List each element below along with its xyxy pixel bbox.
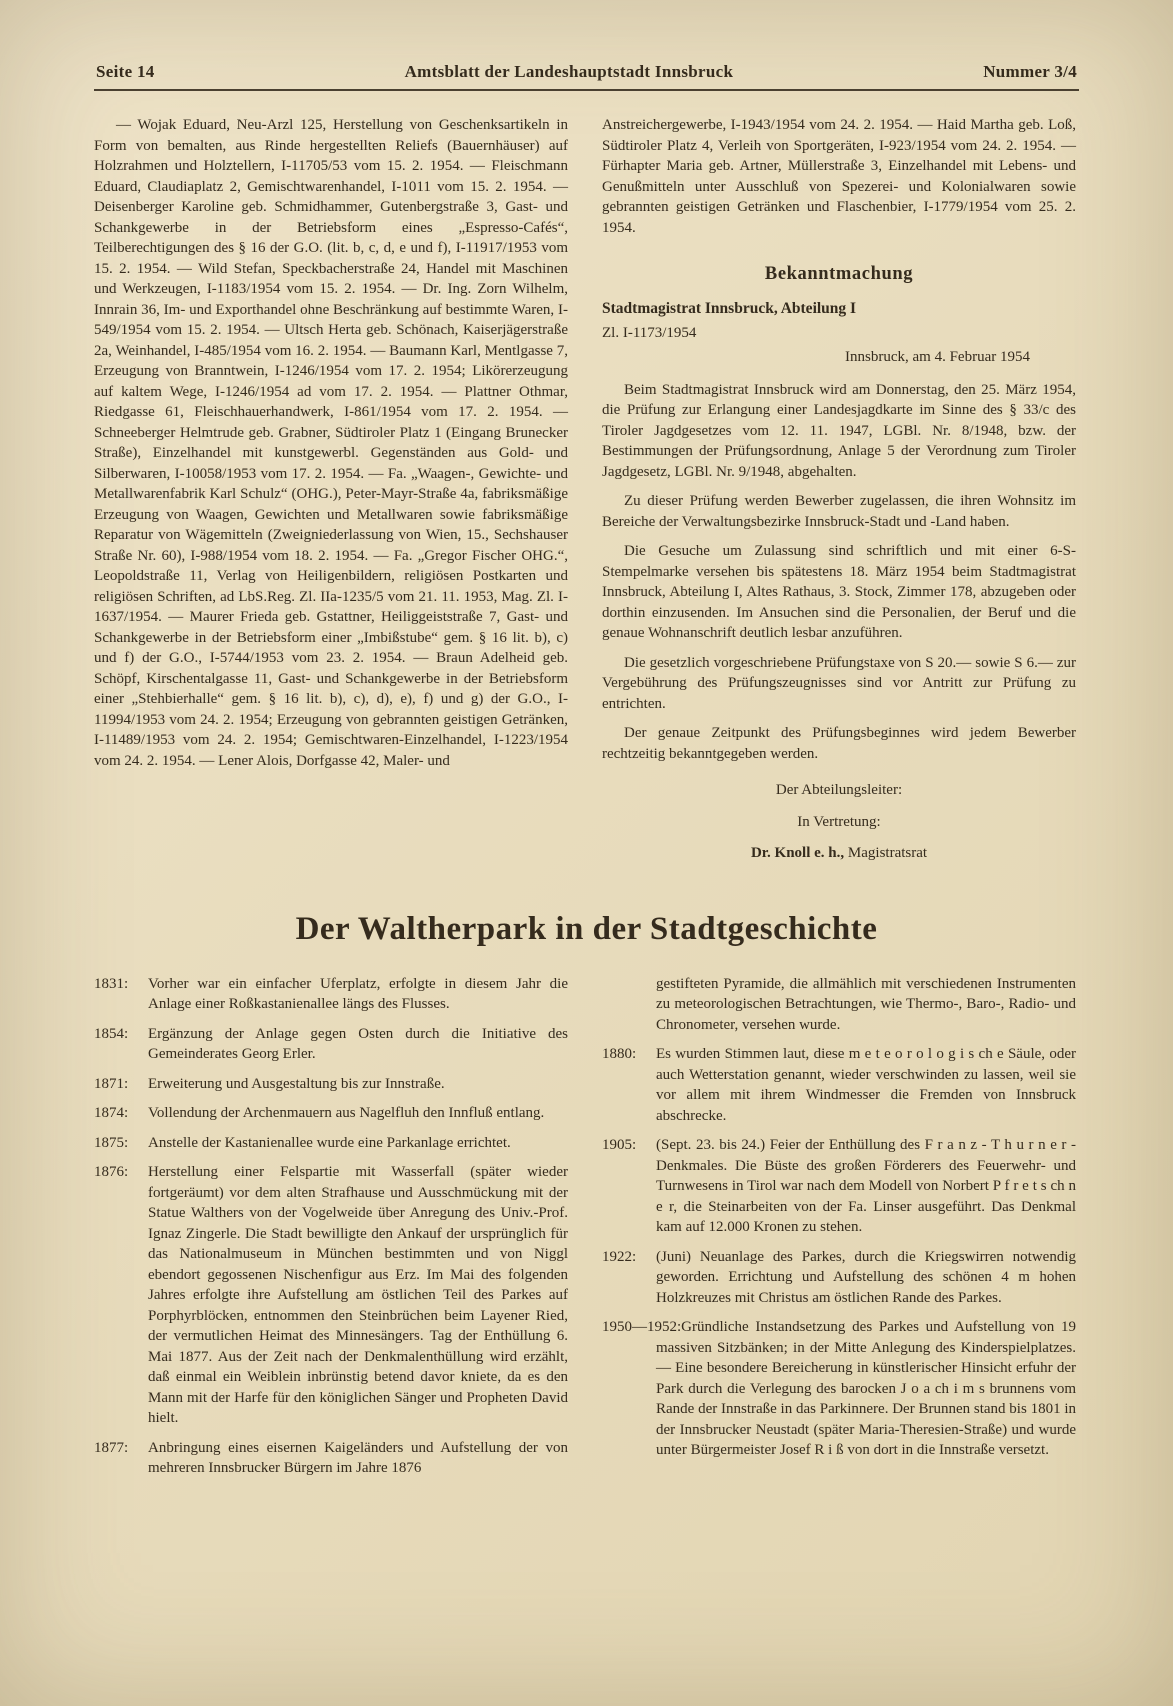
timeline-entry [94,1133,568,1154]
announcement-file-number: Zl. I-1173/1954 [602,324,697,341]
entry-year: 1880: [602,1046,637,1062]
announcement-paragraph: Die gesetzlich vorgeschriebene Prüfungstaxe von S 20.— sowie S 6.— zur Vergebührung des Prüfungszeugnisses sind vor Antritt zur Prüfung zu entrichten. [602,654,1076,712]
announcement-paragraph: Die Gesuche um Zulassung sind schriftlich und mit einer 6-S-Stempelmarke versehen bis spätestens 18. März 1954 beim Stadtmagistrat Innsbruck, Abteilung I, Altes Rathaus, 3. Stock, Zimmer 178, abzugeben oder dorthin einzusenden. Im Ansuchen sind die Personalien, der Beruf und die genaue Wohnanschrift deutlich lesbar anzuführen. [602,543,1076,641]
masthead-title: Amtsblatt der Landeshauptstadt Innsbruck [404,62,734,81]
entry-text: Vorher war ein einfacher Uferplatz, erfolgte in diesem Jahr die Anlage einer Roßkastanienallee längs des Flusses. [148,975,568,1012]
closing-role: Der Abteilungsleiter: [775,782,903,798]
entry-text: Es wurden Stimmen laut, diese m e t e o r o l o g i s ch e Säule, oder auch Wetterstation genannt, wieder verschwinden zu lassen, weil sie vor allem mit ihrem Windmesser die Fremden von Innsbruck abschrecke. [656,1046,1076,1124]
announcement-dateline: Innsbruck, am 4. Februar 1954 [845,349,1030,365]
entry-text: Anstelle der Kastanienallee wurde eine Parkanlage errichtet. [148,1134,511,1151]
entry-year: 1877: [94,1439,129,1456]
entry-text: (Juni) Neuanlage des Parkes, durch die Kriegswirren notwendig geworden. Errichtung und Aufstellung des schönen 4 m hohen Holzkreuzes mit Christus am östlichen Rande des Parkes. [656,1248,1076,1306]
entry-year: 1950—1952: [602,1319,682,1335]
timeline-entry [602,1317,1076,1461]
timeline-entry [94,974,568,1015]
timeline-entry [94,1074,568,1095]
signature-title: Magistratsrat [847,845,928,861]
announcement-office: Stadtmagistrat Innsbruck, Abteilung I [602,300,857,317]
timeline-entry [602,1135,1076,1238]
timeline-entry [94,1438,568,1479]
timeline-entry [602,1044,1076,1126]
timeline-right-column [602,974,1076,1488]
timeline-entry [94,1162,568,1429]
announcement-heading: Bekanntmachung [764,264,914,284]
article-title: Der Waltherpark in der Stadtgeschichte [295,910,878,947]
signature-name: Dr. Knoll e. h., [750,845,845,861]
entry-year: 1831: [94,975,129,992]
timeline-section [94,974,1079,1488]
masthead [94,62,1079,91]
entry-text: Herstellung einer Felspartie mit Wasserfall (später wieder fortgeräumt) vor dem alten Strafhause und Ausschmückung mit der Statue Walthers von der Vogelweide über Anregung des Univ.-Prof. Ignaz Zingerle. Die Stadt bewilligte den Ankauf der ursprünglich für das Nationalmuseum in München bestimmten und von Niggl ebendort gegossenen Nischenfigur aus Erz. Im Mai des folgenden Jahres erfolgte ihre Aufstellung am östlichen Teil des Parkes auf Porphyrblöcken, entnommen den Steinbrüchen beim Layener Ried, der vermutlichen Heimat des Minnesängers. Tag der Enthüllung 6. Mai 1877. Aus der Zeit nach der Denkmalenthüllung wird erzählt, daß einmal ein Weiblein inbrünstig betend davor kniete, da es den Mann mit der Harfe für den königlichen Sänger und Propheten David hielt. [148,1164,568,1426]
entry-text: Vollendung der Archenmauern aus Nagelfluh den Innfluß entlang. [148,1105,545,1121]
masthead-issue-number: Nummer 3/4 [983,62,1077,81]
entry-text: Erweiterung und Ausgestaltung bis zur Innstraße. [148,1075,445,1092]
entry-year: 1875: [94,1134,129,1151]
timeline-continuation: gestifteten Pyramide, die allmählich mit verschiedenen Instrumenten zu meteorologischen Betrachtungen, wie Thermo-, Baro-, Radio- und Chronometer, versehen wurde. [656,975,1076,1033]
entry-year: 1874: [94,1105,129,1121]
entry-year: 1876: [94,1164,129,1180]
registry-right-column [602,115,1076,875]
registry-left-column [94,115,568,875]
registry-section [94,115,1079,875]
entry-text: Anbringung eines eisernen Kaigeländers und Aufstellung der von mehreren Innsbrucker Bürgern im Jahre 1876 [148,1439,568,1476]
announcement-closing [602,780,1076,864]
timeline-entry [602,1247,1076,1309]
announcement-paragraph: Der genaue Zeitpunkt des Prüfungsbeginnes wird jedem Bewerber rechtzeitig bekanntgegeben werden. [602,725,1076,762]
entry-text: (Sept. 23. bis 24.) Feier der Enthüllung des F r a n z - T h u r n e r - Denkmales. Die Büste des großen Förderers des Feuerwehr- und Turnwesens in Tirol war nach dem Modell von Norbert P f r e t s ch n e r, die Steinarbeiten von der Fa. Linser ausgeführt. Das Denkmal kam auf 12.000 Kronen zu stehen. [656,1137,1076,1235]
timeline-left-column [94,974,568,1488]
entry-text: Gründliche Instandsetzung des Parkes und Aufstellung von 19 massiven Sitzbänken; in der Mitte Anlegung des Kinderspielplatzes. — Eine besondere Bereicherung in künstlerischer Hinsicht erfuhr der Park durch die Verlegung des barocken J o a ch i m s brunnens vom Rande der Innstraße in das Parkinnere. Der Brunnen stand bis 1801 in der Innsbrucker Neustadt (später Maria-Theresien-Straße) und wurde unter Bürgermeister Josef R i ß von dort in die Innstraße versetzt. [656,1319,1076,1458]
entry-year: 1871: [94,1075,129,1092]
closing-representation: In Vertretung: [797,813,881,830]
timeline-entry [94,1103,568,1124]
announcement-paragraph: Beim Stadtmagistrat Innsbruck wird am Donnerstag, den 25. März 1954, die Prüfung zur Erlangung einer Landesjagdkarte im Sinne des § 33/c des Tiroler Jagdgesetzes vom 12. 11. 1947, LGBl. Nr. 8/1948, bzw. der Bestimmungen der Prüfungsordnung, Anlage 5 der Verordnung zum Tiroler Jagdgesetz, LGBl. Nr. 9/1948, abgehalten. [602,381,1076,480]
entry-year: 1922: [602,1248,637,1265]
entry-text: Ergänzung der Anlage gegen Osten durch die Initiative des Gemeinderates Georg Erler. [148,1025,568,1062]
timeline-entry [94,1024,568,1065]
announcement-paragraph: Zu dieser Prüfung werden Bewerber zugelassen, die ihren Wohnsitz im Bereiche der Verwaltungsbezirke Innsbruck-Stadt und -Land haben. [602,493,1076,530]
trade-register-text-left: — Wojak Eduard, Neu-Arzl 125, Herstellung von Geschenksartikeln in Form von bemalten, aus Rinde hergestellten Reliefs (Bauernhäuser) auf Holzrahmen und Holztellern, I-11705/53 vom 15. 2. 1954. — Fleischmann Eduard, Claudiaplatz 2, Gemischtwarenhandel, I-1011 vom 15. 2. 1954. — Deisenberger Karoline geb. Schmidhammer, Gutenbergstraße 3, Gast- und Schankgewerbe in der Betriebsform eines „Espresso-Cafés“, Teilberechtigungen des § 16 der G.O. (lit. b, c, d, e und f), I-11917/1953 vom 15. 2. 1954. — Wild Stefan, Speckbacherstraße 24, Handel mit Maschinen und Werkzeugen, I-1183/1954 vom 15. 2. 1954. — Dr. Ing. Zorn Wilhelm, Innrain 36, Im- und Exporthandel ohne Beschränkung auf bestimmte Waren, I-549/1954 vom 15. 2. 1954. — Ultsch Herta geb. Schönach, Kaiserjägerstraße 2a, Weinhandel, I-485/1954 vom 16. 2. 1954. — Baumann Karl, Mentlgasse 7, Erzeugung von Branntwein, I-1246/1954 vom 17. 2. 1954; Likörerzeugung auf kaltem Wege, I-1246/1954 ad vom 17. 2. 1954. — Plattner Othmar, Riedgasse 61, Fleischhauerhandwerk, I-861/1954 vom 17. 2. 1954. — Schneeberger Helmtrude geb. Grabner, Südtiroler Platz 1 (Eingang Brunecker Straße), Einzelhandel mit kunstgewerbl. Gegenständen aus Gold- und Silberwaren, I-10058/1953 vom 17. 2. 1954. — Fa. „Waagen-, Gewichte- und Metallwarenfabrik Karl Schulz“ (OHG.), Peter-Mayr-Straße 4a, fabriksmäßige Erzeugung von Waagen, Gewichten und Metallwaren sowie fabriksmäßige Reparatur von Wägemitteln (Zweigniederlassung von Wien, 15., Sechshauser Straße Nr. 60), I-988/1954 vom 18. 2. 1954. — Fa. „Gregor Fischer OHG.“, Leopoldstraße 11, Verlag von Heiligenbildern, religiösen Postkarten und religiösen Schriften, ad LbS.Reg. Zl. IIa-1235/5 vom 21. 11. 1953, Mag. Zl. I-1637/1954. — Maurer Frieda geb. Gstattner, Heiliggeiststraße 7, Gast- und Schankgewerbe in der Betriebsform einer „Imbißstube“ gem. § 16 lit. b), c) und f) der G.O., I-5744/1953 vom 23. 2. 1954. — Braun Adelheid geb. Schöpf, Kirschentalgasse 11, Gast- und Schankgewerbe in der Betriebsform einer „Stehbierhalle“ gem. § 16 lit. b), c), d), e), f) und g) der G.O., I-11994/1953 vom 24. 2. 1954; Erzeugung von gebrannten geistigen Getränken, I-11489/1953 vom 24. 2. 1954; Gemischtwaren-Einzelhandel, I-1223/1954 vom 24. 2. 1954. — Lener Alois, Dorfgasse 42, Maler- und [94,117,568,769]
entry-year: 1905: [602,1137,637,1153]
entry-year: 1854: [94,1025,129,1042]
trade-register-text-right: Anstreichergewerbe, I-1943/1954 vom 24. 2. 1954. — Haid Martha geb. Loß, Südtiroler Platz 4, Verleih von Sportgeräten, I-923/1954 vom 24. 2. 1954. — Fürhapter Maria geb. Artner, Müllerstraße 3, Einzelhandel mit Lebens- und Genußmitteln unter Ausschluß von Spezerei- und Kolonialwaren sowie gebrannten geistigen Getränken und Flaschenbier, I-1779/1954 vom 25. 2. 1954. [602,117,1076,236]
signature [602,843,1076,864]
masthead-page-number: Seite 14 [96,62,155,81]
